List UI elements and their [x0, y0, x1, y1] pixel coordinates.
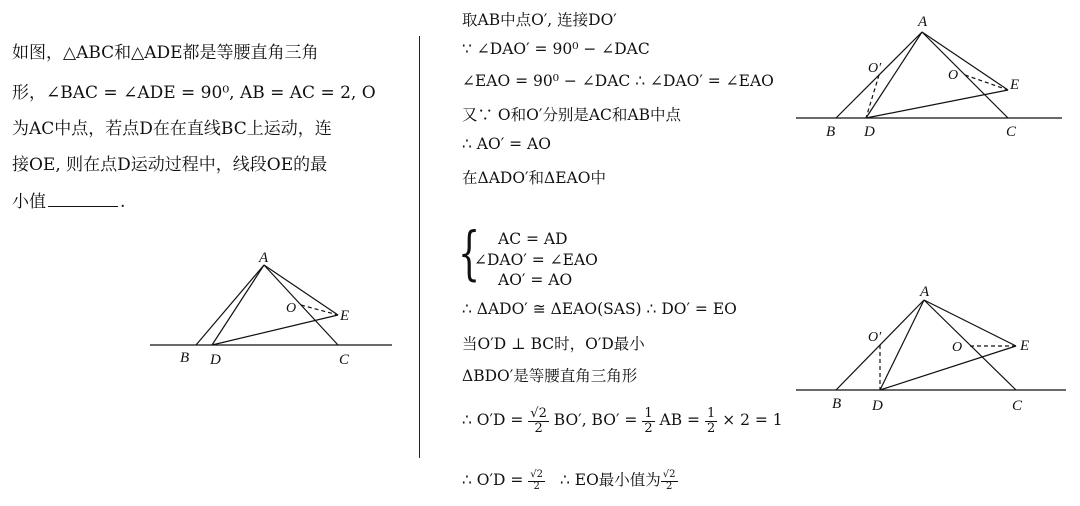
system-line-1: AC = AD — [498, 230, 568, 248]
solution-line-6: 在ΔADO′和ΔEAO中 — [462, 169, 606, 187]
label-e: E — [1010, 77, 1020, 93]
fraction-one-half-b — [705, 407, 717, 435]
frac-den: 2 — [706, 420, 716, 436]
segment-ab — [196, 265, 264, 345]
final2-prefix: ∴ O′D = — [462, 471, 524, 489]
problem-line-5 — [12, 187, 125, 212]
label-o-prime: O′ — [868, 330, 882, 345]
answer-blank[interactable] — [48, 192, 118, 207]
segment-ae — [922, 32, 1008, 90]
problem-line-3: 为AC中点，若点D在在直线BC上运动，连 — [12, 119, 332, 139]
frac-den: 2 — [534, 420, 543, 436]
segment-de — [880, 346, 1016, 390]
problem-last-prefix: 小值 — [12, 192, 46, 212]
final1-mid: BO′, BO′ = — [553, 411, 638, 430]
label-b: B — [832, 396, 842, 412]
solution-line-4: 又∵ O和O′分别是AC和AB中点 — [462, 106, 681, 124]
frac-num: √2 — [662, 469, 676, 480]
problem-line-2: 形，∠BAC = ∠ADE = 90⁰, AB = AC = 2, O — [12, 83, 376, 103]
fraction-sqrt2-over-2 — [528, 407, 549, 435]
label-o: O — [286, 301, 297, 316]
label-d: D — [872, 398, 883, 414]
label-d: D — [210, 352, 221, 368]
frac-num: 1 — [706, 406, 716, 421]
fraction-sqrt2-over-2-small — [528, 470, 545, 492]
segment-ae — [264, 265, 338, 315]
label-a: A — [259, 250, 269, 266]
label-e: E — [340, 308, 350, 324]
label-o-prime: O′ — [868, 61, 882, 76]
problem-line-4: 接OE, 则在点D运动过程中，线段OE的最 — [12, 155, 328, 175]
label-b: B — [180, 350, 190, 366]
final1-prefix: ∴ O′D = — [462, 411, 524, 430]
segment-oe-dashed — [301, 305, 338, 315]
fraction-answer — [661, 470, 678, 492]
frac-den: 2 — [533, 480, 540, 492]
problem-last-suffix: . — [120, 192, 126, 212]
frac-den: 2 — [665, 480, 673, 492]
segment-de — [212, 315, 338, 345]
label-e: E — [1020, 338, 1030, 354]
label-o: O — [952, 340, 963, 355]
frac-num: √2 — [530, 469, 544, 480]
label-d: D — [864, 124, 875, 140]
solution-final-2 — [462, 468, 678, 492]
final1-suffix: × 2 = 1 — [722, 411, 783, 430]
system-brace: { — [458, 219, 481, 287]
label-a: A — [920, 284, 930, 300]
column-divider — [419, 36, 420, 458]
solution-final-1 — [462, 407, 783, 435]
label-c: C — [1006, 124, 1017, 140]
segment-ad — [212, 265, 264, 345]
final1-mid2: AB = — [659, 411, 701, 430]
frac-num: √2 — [530, 406, 547, 421]
frac-den: 2 — [644, 420, 653, 436]
solution-line-9: ΔBDO′是等腰直角三角形 — [462, 367, 638, 385]
figure-problem — [140, 244, 400, 370]
figure-solution-bottom — [790, 280, 1070, 416]
fraction-one-half-a — [642, 407, 654, 435]
segment-oe-dashed — [965, 75, 1008, 90]
solution-line-2: ∵ ∠DAO′ = 90⁰ − ∠DAC — [462, 40, 650, 58]
segment-ad — [880, 300, 924, 390]
segment-de — [866, 90, 1008, 118]
label-a: A — [918, 14, 928, 30]
frac-num: 1 — [644, 406, 653, 421]
label-b: B — [826, 124, 836, 140]
label-c: C — [339, 352, 350, 368]
label-o: O — [948, 68, 959, 83]
solution-line-7: ∴ ΔADO′ ≅ ΔEAO(SAS) ∴ DO′ = EO — [462, 300, 737, 318]
solution-line-3: ∠EAO = 90⁰ − ∠DAC ∴ ∠DAO′ = ∠EAO — [462, 72, 774, 90]
system-line-2: ∠DAO′ = ∠EAO — [474, 251, 598, 269]
figure-solution-top — [790, 6, 1070, 140]
solution-line-1: 取AB中点O′, 连接DO′ — [462, 11, 617, 29]
system-line-3: AO′ = AO — [498, 271, 573, 289]
segment-ae — [924, 300, 1016, 346]
solution-line-8: 当O′D ⊥ BC时，O′D最小 — [462, 335, 645, 353]
solution-line-5: ∴ AO′ = AO — [462, 135, 551, 153]
label-c: C — [1012, 398, 1023, 414]
segment-ac — [924, 300, 1016, 390]
problem-line-1: 如图，△ABC和△ADE都是等腰直角三角 — [12, 43, 319, 63]
final2-mid: ∴ EO最小值为 — [559, 471, 661, 489]
